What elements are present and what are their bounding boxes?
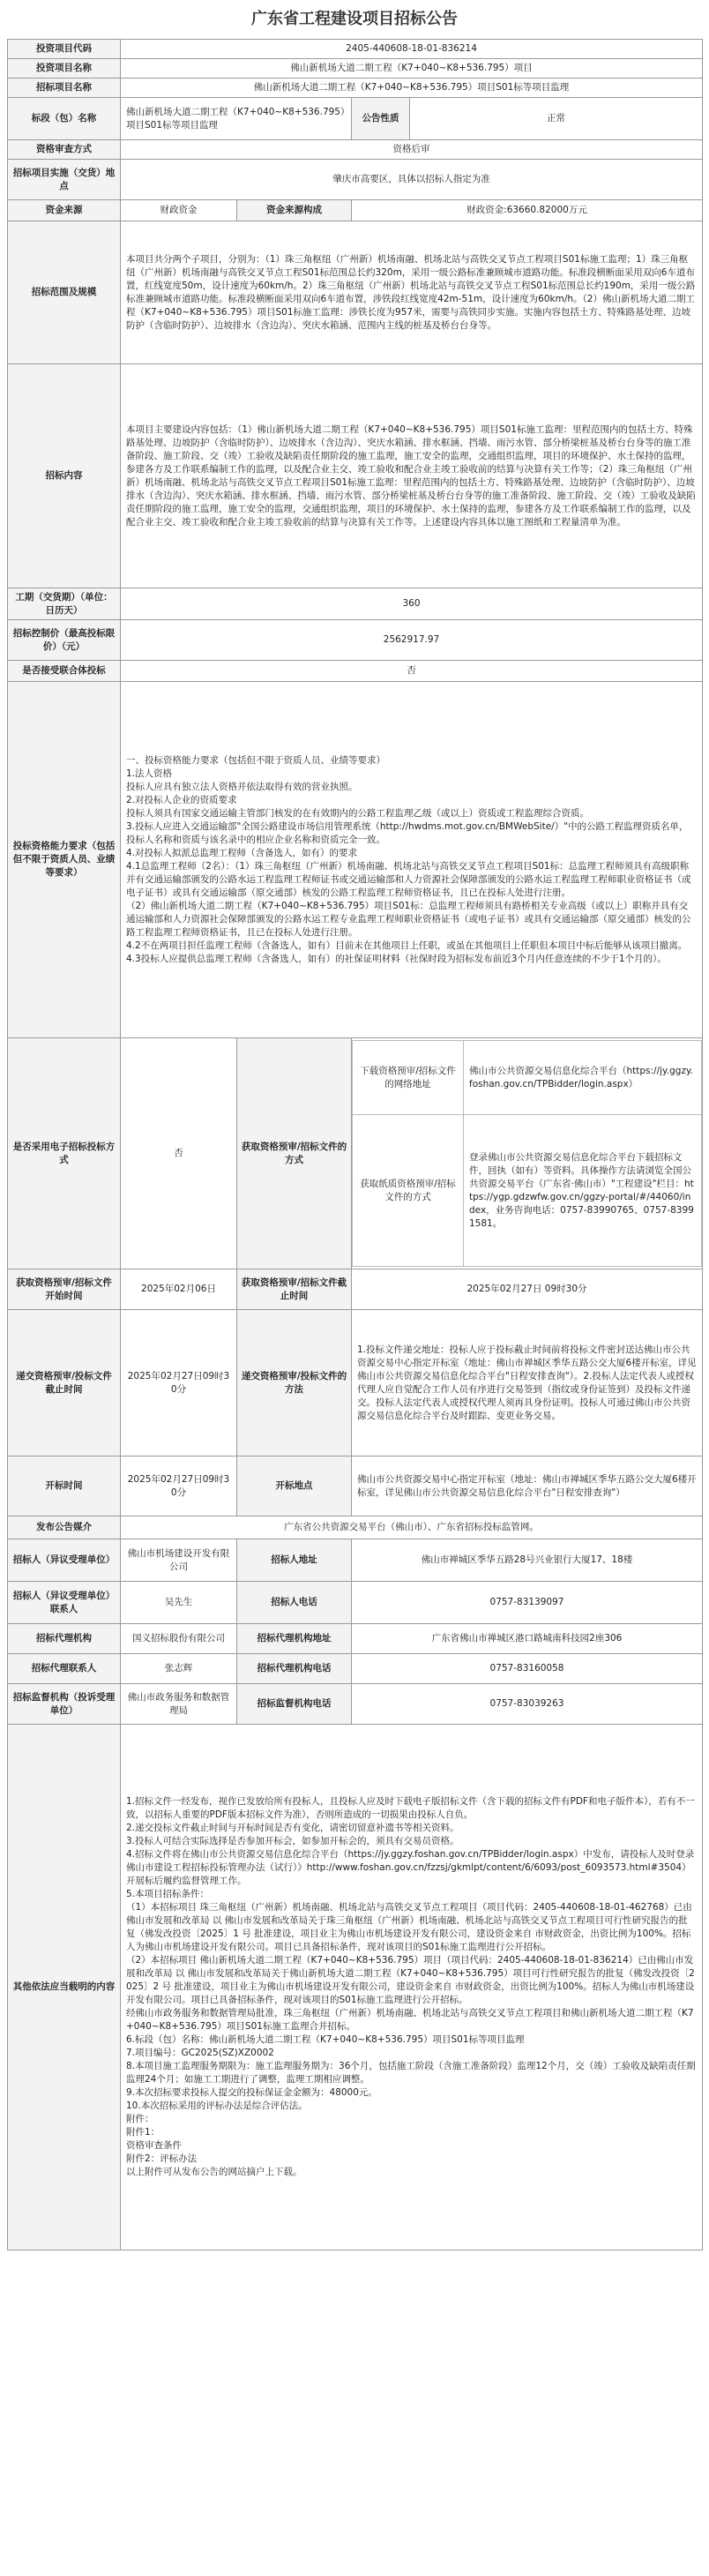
obtain-other-label: 获取纸质资格预审/招标文件的方式 xyxy=(353,1115,464,1267)
contact-phone-value: 0757-83139097 xyxy=(352,1582,703,1624)
row-consortium xyxy=(8,661,703,682)
submit-method-label: 递交资格预审/投标文件的方法 xyxy=(237,1310,352,1456)
qualification-line: 2.对投标人企业的资质要求 xyxy=(126,794,237,805)
contact-phone-label: 招标人电话 xyxy=(237,1582,352,1624)
content-value: 本项目主要建设内容包括：（1）佛山新机场大道二期工程（K7+040~K8+536.795）项目S01标施工监理：里程范围内的包括土方、特殊路基处理、边坡防护（含临时防护）、边坡排水（含边沟）、突庆水箱涵、排水框涵、挡墙、雨污水管、部分桥梁桩基及桥台台身等的施工准备阶段、施工阶段、交（竣）工验收及缺陷责任期阶段的施工监理，施工安全的监理，交通组织监理，项目的环境保护、水土保持的监理，参建各方及工作联系编制工作的监理，以及配合业主交、竣工验收和配合业主竣工验收前的结算与决算有关工作等；（2）珠三角枢纽（广州新）机场南融、机场北站与高铁交叉节点工程项目S01标施工监理：里程范围内的包括土方、特殊路基处理、边坡防护（含临时防护）、边坡排水（含边沟）、突庆水箱涵、排水框涵、挡墙、雨污水管、部分桥梁桩基及桥台台身等的施工准备阶段、施工阶段、交（竣）工验收及缺陷责任期阶段的施工监理，施工安全的监理，交通组织监理，项目的环境保护、水土保持的监理，参建各方及工作联系编制工作的监理，以及配合业主交、竣工验收和配合业主竣工验收前的结算与决算有关工作等。上述建设内容具体以施工图纸和工程量清单为准。 xyxy=(121,364,703,588)
fund-label: 资金来源 xyxy=(8,200,121,221)
announcement-table xyxy=(7,39,703,2250)
deadline-label: 递交资格预审/投标文件截止时间 xyxy=(8,1310,121,1456)
other-line: 5.本项目招标条件： xyxy=(126,1889,210,1899)
deadline-value: 2025年02月27日09时30分 xyxy=(121,1310,237,1456)
tenderer-addr-label: 招标人地址 xyxy=(237,1539,352,1582)
row-price xyxy=(8,620,703,661)
obtain-method-table xyxy=(352,1040,702,1267)
price-value: 2562917.97 xyxy=(121,620,703,661)
section-label: 标段（包）名称 xyxy=(8,98,121,140)
qualification-line: 4.1总监理工程师（2名）：（1）珠三角枢纽（广州新）机场南融、机场北站与高铁交叉节点工程项目S01标：总监理工程师须具有高级职称并有交通运输部颁发的公路水运工程监理工程师证书或交通运输部和人力资源社会保障部颁发的公路水运工程监理工程师职业资格证书（或电子证书）或具有交通运输部（原交通部）核发的公路工程监理工程师资格证书，且已在投标人处进行注册。 xyxy=(126,860,691,898)
qualification-value xyxy=(121,682,703,1038)
open-time-value: 2025年02月27日09时30分 xyxy=(121,1456,237,1516)
content-label: 招标内容 xyxy=(8,364,121,588)
row-contact xyxy=(8,1582,703,1624)
other-line: 9.本次招标要求投标人提交的投标保证金金额为：48000元。 xyxy=(126,2087,377,2098)
section-value: 佛山新机场大道二期工程（K7+040~K8+536.795）项目S01标等项目监理 xyxy=(121,98,352,140)
agent-phone-label: 招标代理机构电话 xyxy=(237,1654,352,1684)
obtain-other-value: 登录佛山市公共资源交易信息化综合平台下载招标文件，回执（如有）等资料。具体操作方法请浏览全国公共资源交易平台（广东省·佛山市）"工程建设"栏目：https://ygp.gdzwfw.gov.cn/ggzy-portal/#/44060/index，业务咨询电话：0757-83990765、0757-83991581。 xyxy=(464,1115,702,1267)
row-scope xyxy=(8,221,703,364)
row-content xyxy=(8,364,703,588)
row-obtain-time xyxy=(8,1269,703,1310)
qualification-line: 4.对投标人拟派总监理工程师（含备选人，如有）的要求 xyxy=(126,847,358,858)
row-project-code xyxy=(8,40,703,59)
project-name-value: 佛山新机场大道二期工程（K7+040~K8+536.795）项目 xyxy=(121,59,703,79)
other-line: 4.招标文件将在佛山市公共资源交易信息化综合平台（https://jy.ggzy.foshan.gov.cn/TPBidder/login.aspx）中发布，请投标人及时登录佛山市建设工程招标投标管理办法（试行）》http://www.foshan.gov.cn/fzzsj/gkmlpt/content/6/6093/post_6093573.html#3504）开展标后履约监督管理工作。 xyxy=(126,1849,695,1886)
other-label: 其他依法应当载明的内容 xyxy=(8,1725,121,2250)
qualification-line: 一、投标资格能力要求（包括但不限于资质人员、业绩等要求） xyxy=(126,754,385,766)
electronic-label: 是否采用电子招标投标方式 xyxy=(8,1038,121,1269)
other-line: 3.投标人可结合实际选择是否参加开标会，如参加开标会的，须具有交易员资格。 xyxy=(126,1836,459,1846)
tenderer-addr-value: 佛山市禅城区季华五路28号兴业银行大厦17、18楼 xyxy=(352,1539,703,1582)
review-label: 资格审查方式 xyxy=(8,140,121,160)
period-label: 工期（交货期）（单位：日历天） xyxy=(8,588,121,620)
other-line: （2）本招标项目 佛山新机场大道二期工程（K7+040~K8+536.795）项目（项目代码：2405-440608-18-01-836214）已由佛山市发展和改革局 以 佛山市发展和改革局关于佛山新机场大道二期工程（K7+040~K8+536.795）项目可行性研究报告的批复（佛发改投资〔2025〕2 号 批准建设，项目业主为佛山市机场建设开发有限公司，建设资金来自 市财政资金，出资比例为100%。招标人为佛山市机场建设开发有限公司。项目已具备招标条件，现对该项目的S01标施工监理进行公开招标。 xyxy=(126,1955,695,2005)
fund-value: 财政资金 xyxy=(121,200,237,221)
other-line: 7.项目编号：GC2025(SZ)XZ0002 xyxy=(126,2048,274,2058)
open-time-label: 开标时间 xyxy=(8,1456,121,1516)
download-label: 下载资格预审/招标文件的网络地址 xyxy=(353,1041,464,1115)
supervise-phone-label: 招标监督机构电话 xyxy=(237,1684,352,1725)
publicity-value: 正常 xyxy=(410,98,703,140)
period-value: 360 xyxy=(121,588,703,620)
other-line: （1）本招标项目 珠三角枢纽（广州新）机场南融、机场北站与高铁交叉节点工程项目（项目代码：2405-440608-18-01-462768）已由 佛山市发展和改革局 以 佛山市发展和改革局关于珠三角枢纽（广州新）机场南融、机场北站与高铁交叉节点工程项目可行性研究报告的批复（佛发改投资〔2025〕1 号 批准建设，项目业主为佛山市机场建设开发有限公司，建设资金来自 市财政资金，出资比例为100%。招标人为佛山市机场建设开发有限公司。项目已具备招标条件，现对该项目的S01标施工监理进行公开招标。 xyxy=(126,1902,692,1952)
row-media xyxy=(8,1516,703,1539)
tenderer-label: 招标人（异议受理单位） xyxy=(8,1539,121,1582)
row-qualification xyxy=(8,682,703,1038)
other-line: 8.本项目施工监理服务期限为：施工监理服务期为：36个月，包括施工阶段（含施工准备阶段）监理12个月，交（竣）工验收及缺陷责任期监理24个月；如施工工期进行了调整，监理工期相应调整。 xyxy=(126,2061,696,2085)
row-period xyxy=(8,588,703,620)
download-value[interactable]: 佛山市公共资源交易信息化综合平台（https://jy.ggzy.foshan.gov.cn/TPBidder/login.aspx） xyxy=(464,1041,702,1115)
consortium-value: 否 xyxy=(121,661,703,682)
row-agent-contact xyxy=(8,1654,703,1684)
project-code-value: 2405-440608-18-01-836214 xyxy=(121,40,703,59)
page-title: 广东省工程建设项目招标公告 xyxy=(251,10,458,28)
obtain-other-row xyxy=(353,1115,702,1267)
row-deadline xyxy=(8,1310,703,1456)
row-tenderer xyxy=(8,1539,703,1582)
agent-addr-value: 广东省佛山市禅城区港口路城南科技园2座306 xyxy=(352,1624,703,1654)
agent-label: 招标代理机构 xyxy=(8,1624,121,1654)
other-line: 经佛山市政务服务和数据管理局批准，珠三角枢纽（广州新）机场南融、机场北站与高铁交叉节点工程项目和佛山新机场大道二期工程（K7+040~K8+536.795）项目S01标施工监理合并招标。 xyxy=(126,2008,694,2032)
other-line: 1.招标文件一经发布，视作已发放给所有投标人，且投标人应及时下载电子版招标文件（含下载的招标文件有PDF和电子版件本），若有不一致，以招标人重要的PDF版本招标文件为准），否则所造成的一切损果由投标人自负。 xyxy=(126,1796,695,1820)
submit-method-value: 1.投标文件递交地址：投标人应于投标截止时间前将投标文件密封送达佛山市公共资源交易中心指定开标室（地址：佛山市禅城区季华五路公交大厦6楼开标室，详见佛山市公共资源交易信息化综合平台"日程安排查询"）。2.投标人法定代表人或授权代理人应自觉配合工作人员有序进行交易签到（指纹或身份证签到）及投标文件递交。投标人法定代表人或授权代理人须再具身份证明。投标人可通过佛山市公共资源交易信息化综合平台及时跟踪、变更业务交易。 xyxy=(352,1310,703,1456)
row-electronic xyxy=(8,1038,703,1269)
agent-contact-label: 招标代理联系人 xyxy=(8,1654,121,1684)
supervise-label: 招标监督机构（投诉受理单位） xyxy=(8,1684,121,1725)
fund-ratio-label: 资金来源构成 xyxy=(237,200,352,221)
supervise-phone-value: 0757-83039263 xyxy=(352,1684,703,1725)
other-line: 10.本次招标采用的评标办法是综合评估法。 xyxy=(126,2100,308,2111)
tender-project-label: 招标项目名称 xyxy=(8,79,121,98)
row-supervise xyxy=(8,1684,703,1725)
row-site xyxy=(8,160,703,200)
row-project-name xyxy=(8,59,703,79)
qualification-line: 1.法人资格 xyxy=(126,768,173,779)
start-time-label: 获取资格预审/招标文件开始时间 xyxy=(8,1269,121,1310)
row-fund xyxy=(8,200,703,221)
other-line: 资格审查条件 xyxy=(126,2140,182,2151)
other-line: 6.标段（包）名称：佛山新机场大道二期工程（K7+040~K8+536.795）项目S01标等项目监理 xyxy=(126,2034,525,2045)
row-open xyxy=(8,1456,703,1516)
contact-value: 吴先生 xyxy=(121,1582,237,1624)
row-tender-project xyxy=(8,79,703,98)
site-label: 招标项目实施（交货）地点 xyxy=(8,160,121,200)
qualification-line: 投标人应具有独立法人资格并依法取得有效的营业执照。 xyxy=(126,781,358,792)
end-time-value: 2025年02月27日 09时30分 xyxy=(352,1269,703,1310)
other-line: 附件2：评标办法 xyxy=(126,2153,198,2164)
site-value: 肇庆市高要区，具体以招标人指定为准 xyxy=(121,160,703,200)
review-value: 资格后审 xyxy=(121,140,703,160)
row-review xyxy=(8,140,703,160)
row-section xyxy=(8,98,703,140)
scope-label: 招标范围及规模 xyxy=(8,221,121,364)
tender-project-value: 佛山新机场大道二期工程（K7+040~K8+536.795）项目S01标等项目监理 xyxy=(121,79,703,98)
agent-addr-label: 招标代理机构地址 xyxy=(237,1624,352,1654)
obtain-method-label: 获取资格预审/招标文件的方式 xyxy=(237,1038,352,1269)
fund-ratio-value: 财政资金:63660.82000万元 xyxy=(352,200,703,221)
end-time-label: 获取资格预审/招标文件截止时间 xyxy=(237,1269,352,1310)
row-agent xyxy=(8,1624,703,1654)
media-value: 广东省公共资源交易平台（佛山市）、广东省招标投标监管网。 xyxy=(121,1516,703,1539)
media-label: 发布公告媒介 xyxy=(8,1516,121,1539)
qualification-label: 投标资格能力要求（包括但不限于资质人员、业绩等要求） xyxy=(8,682,121,1038)
other-line: 附件： xyxy=(126,2114,154,2124)
project-code-label: 投资项目代码 xyxy=(8,40,121,59)
qualification-line: 投标人须具有国家交通运输主管部门核发的在有效期内的公路工程监理乙级（或以上）资质或工程监理综合资质。 xyxy=(126,807,589,819)
other-value xyxy=(121,1725,703,2250)
electronic-value: 否 xyxy=(121,1038,237,1269)
qualification-line: （2）佛山新机场大道二期工程（K7+040~K8+536.795）项目S01标：总监理工程师须具有路桥相关专业高级（或以上）职称并具有交通运输部和人力资源社会保障部颁发的公路水运工程专业监理工程师职业资格证书（或电子证书）或具有交通运输部（原交通部）核发的公路工程监理工程师资格证书，且已在投标人处进行注册。 xyxy=(126,900,691,938)
agent-contact-value: 张志辉 xyxy=(121,1654,237,1684)
price-label: 招标控制价（最高投标限价）（元） xyxy=(8,620,121,661)
scope-value: 本项目共分两个子项目，分别为：（1）珠三角枢纽（广州新）机场南融、机场北站与高铁交叉节点工程项目S01标施工监理；1）珠三角枢纽（广州新）机场南融与高铁交叉节点工程S01标范围总长约320m，采用一级公路标准兼顾城市道路功能。标准段横断面采用双向6车道布置，红线宽度50m，设计速度为60km/h。2）珠三角枢纽（广州新）机场北站与高铁交叉节点工程S01标范围总长约190m，采用一级公路标准兼顾城市道路功能。标准段横断面采用双向6车道布置，涉铁段红线宽度42m-51m，设计速度为60km/h。（2）佛山新机场大道二期工程（K7+040~K8+536.795）项目S01标施工监理：涉铁长度为957米，需要与高铁同步实施。实施内容包括土方、特殊路基处理、边坡防护（含临时防护）、边坡排水（含边沟）、突庆水箱涵、范围内主线的桩基及桥台台身等。 xyxy=(121,221,703,364)
supervise-value: 佛山市政务服务和数据管理局 xyxy=(121,1684,237,1725)
publicity-label: 公告性质 xyxy=(352,98,410,140)
consortium-label: 是否接受联合体投标 xyxy=(8,661,121,682)
project-name-label: 投资项目名称 xyxy=(8,59,121,79)
start-time-value: 2025年02月06日 xyxy=(121,1269,237,1310)
obtain-method-block xyxy=(352,1038,703,1269)
row-other xyxy=(8,1725,703,2250)
other-line: 附件1： xyxy=(126,2127,160,2138)
open-place-label: 开标地点 xyxy=(237,1456,352,1516)
agent-phone-value: 0757-83160058 xyxy=(352,1654,703,1684)
qualification-line: 4.2不在两项目担任监理工程师（含备选人，如有）目前未在其他项目上任职，或虽在其他项目上任职但本项目中标后能够从该项目撤离。 xyxy=(126,940,688,951)
download-row xyxy=(353,1041,702,1115)
other-line: 以上附件可从发布公告的网站摘户上下载。 xyxy=(126,2167,302,2177)
open-place-value: 佛山市公共资源交易中心指定开标室（地址：佛山市禅城区季华五路公交大厦6楼开标室，详见佛山市公共资源交易信息化综合平台"日程安排查询"） xyxy=(352,1456,703,1516)
qualification-line: 4.3投标人应提供总监理工程师（含备选人，如有）的社保证明材料（社保时段为招标发布前近3个月内任意连续的不少于1个月的）。 xyxy=(126,953,667,964)
contact-label: 招标人（异议受理单位）联系人 xyxy=(8,1582,121,1624)
tenderer-value: 佛山市机场建设开发有限公司 xyxy=(121,1539,237,1582)
qualification-line: 3.投标人应进入交通运输部"全国公路建设市场信用管理系统（http://hwdms.mot.gov.cn/BMWebSite/）"中的公路工程监理资质名单，投标人名称和资质与该名录中的相应企业名称和资质完全一致。 xyxy=(126,820,689,845)
agent-value: 国义招标股份有限公司 xyxy=(121,1624,237,1654)
other-line: 2.递交投标文件截止时间与开标时间是否有变化，请密切留意补遗书等相关资料。 xyxy=(126,1823,459,1833)
